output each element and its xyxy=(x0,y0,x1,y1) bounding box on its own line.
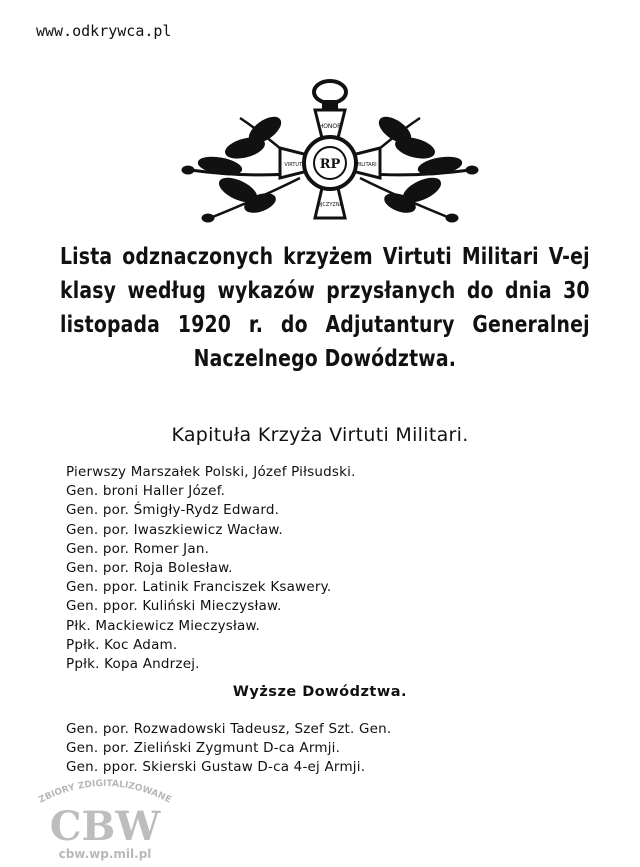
site-url: www.odkrywca.pl xyxy=(36,22,172,40)
list-item: Gen. ppor. Kuliński Mieczysław. xyxy=(66,598,282,615)
virtuti-militari-cross-icon xyxy=(150,78,510,228)
svg-text:ZBIORY ZDIGITALIZOWANE xyxy=(37,779,172,806)
list-item: Pierwszy Marszałek Polski, Józef Piłsudski. xyxy=(66,464,356,480)
headline-line-2: klasy według wykazów przysłanych do dnia 30 xyxy=(60,278,590,304)
list-item: Gen. por. Iwaszkiewicz Wacław. xyxy=(66,521,283,538)
list-item: Ppłk. Koc Adam. xyxy=(66,636,178,653)
svg-text:VIRTUTI: VIRTUTI xyxy=(284,162,304,168)
svg-text:HONOR: HONOR xyxy=(318,123,342,130)
list-item: Gen. por. Śmigły-Rydz Edward. xyxy=(66,502,280,519)
watermark-logo: CBW xyxy=(49,803,161,850)
list-item: Gen. por. Romer Jan. xyxy=(66,540,210,557)
headline-line-1: Lista odznaczonych krzyżem Virtuti Militari V-ej xyxy=(60,244,590,270)
list-item: Gen. por. Rozwadowski Tadeusz, Szef Szt. Gen. xyxy=(66,721,392,737)
watermark-url: cbw.wp.mil.pl xyxy=(58,847,152,861)
list-item: Gen. ppor. Skierski Gustaw D-ca 4-ej Armji. xyxy=(66,759,366,775)
list-item: Ppłk. Kopa Andrzej. xyxy=(66,656,200,673)
list-item: Płk. Mackiewicz Mieczysław. xyxy=(66,617,261,634)
watermark-arc-text: ZBIORY ZDIGITALIZOWANE xyxy=(37,778,173,806)
headline-line-4: Naczelnego Dowództwa. xyxy=(193,346,457,372)
list-item: Gen. por. Roja Bolesław. xyxy=(66,560,233,577)
cbw-watermark-stamp xyxy=(10,768,200,863)
list-item: Gen. por. Zieliński Zygmunt D-ca Armji. xyxy=(66,740,341,756)
svg-text:OJCZYZNA: OJCZYZNA xyxy=(317,202,343,208)
list-item: Gen. ppor. Latinik Franciszek Ksawery. xyxy=(66,579,332,596)
list-item: Gen. broni Haller Józef. xyxy=(66,483,226,500)
svg-text:RP: RP xyxy=(319,157,341,172)
document-headline xyxy=(60,240,590,376)
kapitula-member-list xyxy=(66,463,356,674)
section-title-kapitula: Kapituła Krzyża Virtuti Militari. xyxy=(171,424,469,446)
section-title-wyzsze-dowodztwa: Wyższe Dowództwa. xyxy=(232,684,408,700)
headline-line-3: listopada 1920 r. do Adjutantury Generalnej xyxy=(60,312,590,338)
svg-text:MILITARI: MILITARI xyxy=(355,162,377,168)
